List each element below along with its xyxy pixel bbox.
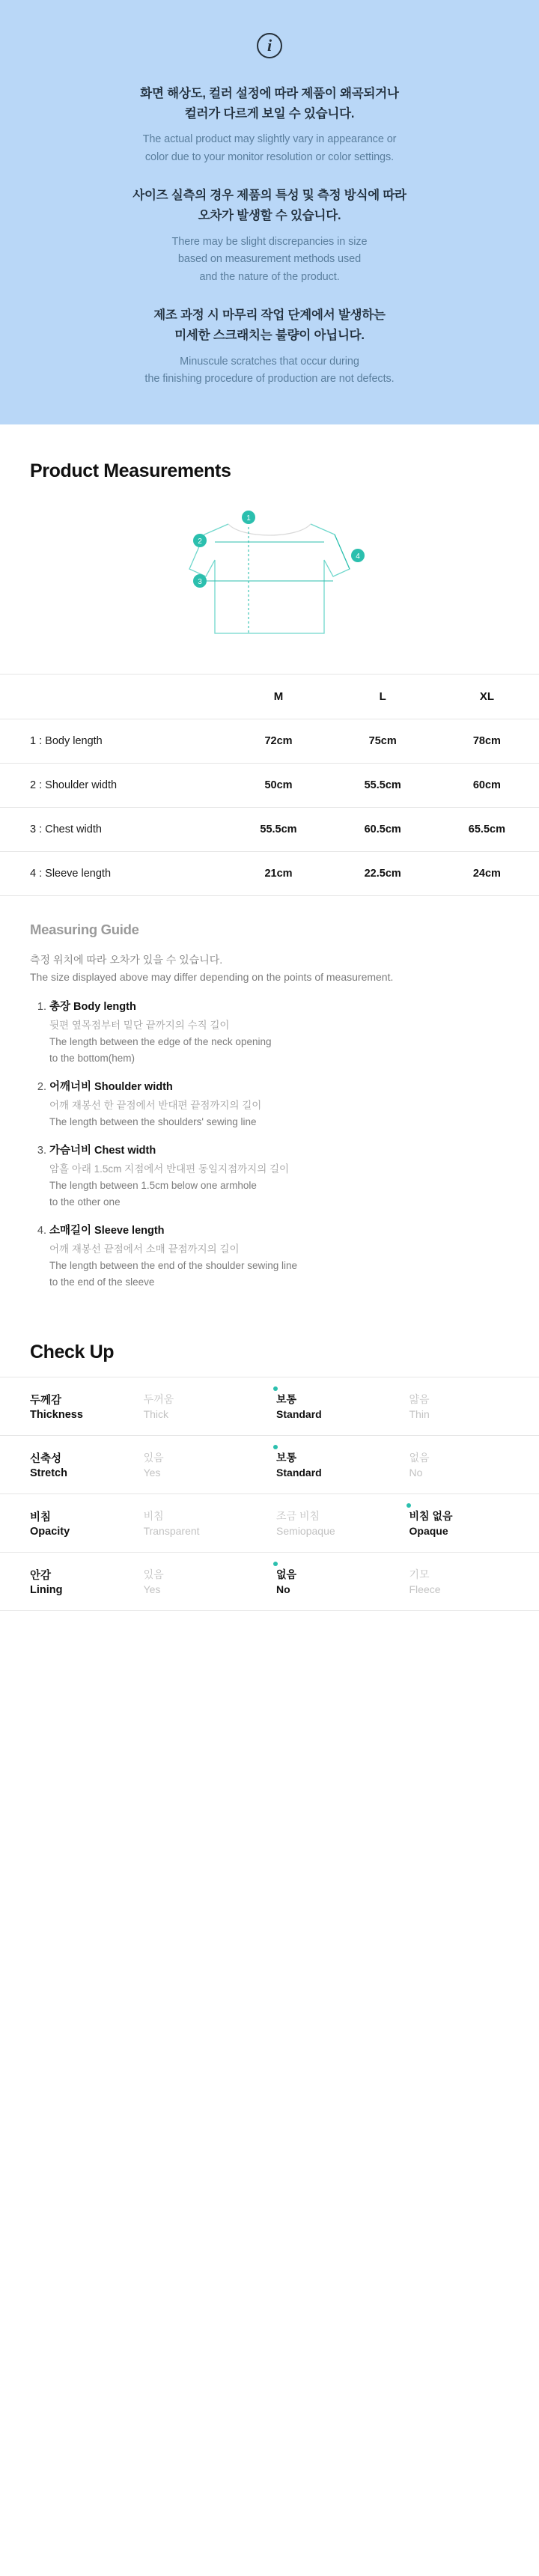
- measurement-value: 55.5cm: [331, 763, 435, 807]
- checkup-row: [0, 1436, 539, 1494]
- notice-banner: [0, 0, 539, 424]
- checkup-option-ko: 두꺼움: [143, 1393, 174, 1406]
- measurement-value: 60.5cm: [331, 807, 435, 851]
- measurements-table: [0, 674, 539, 896]
- measurement-value: 75cm: [331, 719, 435, 763]
- checkup-option-ko: 기모: [409, 1568, 430, 1581]
- notice-text-blocks: [30, 84, 509, 389]
- checkup-option-selected: [273, 1553, 406, 1611]
- measuring-guide-note: [30, 951, 509, 987]
- checkup-option-en: Transparent: [143, 1525, 200, 1538]
- checkup-option-en: Standard: [276, 1467, 322, 1479]
- page-title: Product Measurements: [30, 460, 231, 481]
- svg-text:3: 3: [198, 577, 202, 586]
- checkup-label-ko: 안감: [30, 1570, 52, 1583]
- measuring-guide-list: [30, 999, 509, 1291]
- checkup-option: [141, 1436, 273, 1494]
- measurements-section-header: [0, 424, 539, 490]
- guide-item-title: 소매길이 Sleeve length: [49, 1225, 165, 1237]
- checkup-option-selected: [406, 1494, 539, 1553]
- guide-item-desc-ko: 어깨 재봉선 끝점에서 소매 끝점까지의 길이: [49, 1243, 240, 1255]
- guide-item-desc-en: The length between the end of the shoulder sewing line to the end of the sleeve: [49, 1260, 297, 1288]
- checkup-option-en: Opaque: [409, 1525, 448, 1538]
- checkup-option-ko: 조금 비침: [276, 1510, 320, 1523]
- notice-text-ko: 사이즈 실측의 경우 제품의 특성 및 측정 방식에 따라 오차가 발생할 수 있습니다.: [133, 189, 406, 223]
- table-row: [0, 851, 539, 895]
- checkup-option: [141, 1377, 273, 1436]
- notice-text-en: Minuscule scratches that occur during the finishing procedure of production are not defects.: [144, 355, 395, 386]
- checkup-option-en: Standard: [276, 1408, 322, 1421]
- guide-item-desc-en: The length between 1.5cm below one armhole to the other one: [49, 1180, 257, 1208]
- checkup-label-en: Stretch: [30, 1467, 67, 1480]
- checkup-row-label: [0, 1553, 141, 1611]
- checkup-option-ko: 보통: [276, 1393, 297, 1406]
- measuring-guide-title: Measuring Guide: [30, 921, 139, 937]
- list-item: [49, 1079, 509, 1130]
- checkup-option-ko: 없음: [409, 1452, 430, 1464]
- checkup-label-ko: 신축성: [30, 1453, 62, 1466]
- checkup-option: [406, 1436, 539, 1494]
- diagram-marker-2: [193, 534, 207, 547]
- table-row: [0, 763, 539, 807]
- table-row: [0, 807, 539, 851]
- notice-block: [30, 84, 509, 166]
- checkup-option: [141, 1553, 273, 1611]
- selected-dot-icon: [273, 1386, 278, 1391]
- checkup-label-ko: 두께감: [30, 1395, 62, 1407]
- measurement-label: 2 : Shoulder width: [0, 763, 226, 807]
- checkup-option-ko: 없음: [276, 1568, 297, 1581]
- diagram-marker-3: [193, 574, 207, 588]
- guide-item-desc-en: The length between the shoulders' sewing line: [49, 1116, 257, 1128]
- measurement-label: 1 : Body length: [0, 719, 226, 763]
- checkup-option-ko: 보통: [276, 1452, 297, 1464]
- checkup-option-en: No: [409, 1467, 423, 1479]
- checkup-label-en: Lining: [30, 1584, 63, 1597]
- checkup-title: Check Up: [30, 1342, 115, 1363]
- list-item: [49, 1222, 509, 1291]
- measurement-value: 55.5cm: [226, 807, 330, 851]
- checkup-option-en: Yes: [143, 1467, 161, 1479]
- measurement-label: 3 : Chest width: [0, 807, 226, 851]
- checkup-option-ko: 있음: [143, 1452, 164, 1464]
- checkup-row: [0, 1494, 539, 1553]
- guide-item-desc-ko: 어깨 재봉선 한 끝점에서 반대편 끝점까지의 길이: [49, 1100, 262, 1112]
- checkup-row-label: [0, 1436, 141, 1494]
- checkup-label-en: Opacity: [30, 1526, 70, 1538]
- measurement-value: 50cm: [226, 763, 330, 807]
- checkup-option-ko: 있음: [143, 1568, 164, 1581]
- checkup-option: [406, 1553, 539, 1611]
- checkup-option-ko: 얇음: [409, 1393, 430, 1406]
- checkup-option-ko: 비침 없음: [409, 1510, 453, 1523]
- checkup-row-label: [0, 1494, 141, 1553]
- checkup-row: [0, 1377, 539, 1436]
- guide-item-desc-en: The length between the edge of the neck opening to the bottom(hem): [49, 1036, 272, 1064]
- notice-block: [30, 305, 509, 388]
- guide-item-title: 어깨너비 Shoulder width: [49, 1080, 173, 1093]
- list-item: [49, 1142, 509, 1211]
- tshirt-diagram: [0, 490, 539, 674]
- diagram-marker-1: [242, 511, 255, 524]
- notice-text-en: The actual product may slightly vary in appearance or color due to your monitor resolution or color settings.: [142, 133, 397, 163]
- tshirt-diagram-svg: [146, 497, 393, 654]
- measurement-value: 22.5cm: [331, 851, 435, 895]
- column-header-m: M: [226, 674, 330, 719]
- list-item: [49, 999, 509, 1067]
- table-header-row: [0, 674, 539, 719]
- table-row: [0, 719, 539, 763]
- column-header-xl: XL: [435, 674, 539, 719]
- checkup-option: [273, 1494, 406, 1553]
- notice-text-ko: 화면 해상도, 컬러 설정에 따라 제품이 왜곡되거나 컬러가 다르게 보일 수 있습니다.: [140, 87, 399, 121]
- checkup-table: [0, 1377, 539, 1611]
- info-icon: i: [257, 33, 282, 58]
- column-header-label: [0, 674, 226, 719]
- measuring-guide-note-ko: 측정 위치에 따라 오차가 있을 수 있습니다.: [30, 953, 223, 966]
- checkup-option-en: No: [276, 1583, 290, 1596]
- checkup-option-en: Thick: [143, 1408, 169, 1421]
- measurement-label: 4 : Sleeve length: [0, 851, 226, 895]
- checkup-option-en: Semiopaque: [276, 1525, 335, 1538]
- checkup-row-label: [0, 1377, 141, 1436]
- bottom-spacer: [0, 1611, 539, 1644]
- checkup-option-en: Fleece: [409, 1583, 441, 1596]
- svg-text:1: 1: [246, 514, 251, 523]
- guide-item-title: 총장 Body length: [49, 1000, 136, 1013]
- diagram-marker-4: [351, 549, 365, 562]
- measuring-guide-section: [0, 896, 539, 1291]
- checkup-option: [406, 1377, 539, 1436]
- checkup-option-en: Thin: [409, 1408, 430, 1421]
- checkup-row: [0, 1553, 539, 1611]
- selected-dot-icon: [273, 1445, 278, 1449]
- measuring-guide-note-en: The size displayed above may differ depending on the points of measurement.: [30, 971, 394, 984]
- selected-dot-icon: [273, 1562, 278, 1566]
- checkup-section-header: [0, 1303, 539, 1368]
- selected-dot-icon: [406, 1503, 411, 1508]
- notice-block: [30, 186, 509, 286]
- measurement-value: 72cm: [226, 719, 330, 763]
- notice-text-ko: 제조 과정 시 마무리 작업 단계에서 발생하는 미세한 스크래치는 불량이 아닙니다.: [153, 308, 386, 343]
- measurement-value: 78cm: [435, 719, 539, 763]
- checkup-option-selected: [273, 1377, 406, 1436]
- checkup-option-en: Yes: [143, 1583, 161, 1596]
- measurement-value: 24cm: [435, 851, 539, 895]
- notice-text-en: There may be slight discrepancies in size based on measurement methods used and the nature of the product.: [171, 235, 368, 283]
- guide-item-title: 가슴너비 Chest width: [49, 1144, 156, 1157]
- checkup-option-selected: [273, 1436, 406, 1494]
- checkup-option: [141, 1494, 273, 1553]
- measurement-value: 60cm: [435, 763, 539, 807]
- checkup-label-ko: 비침: [30, 1511, 52, 1524]
- checkup-label-en: Thickness: [30, 1409, 83, 1422]
- guide-item-desc-ko: 암홀 아래 1.5cm 지점에서 반대편 동일지점까지의 길이: [49, 1163, 290, 1175]
- column-header-l: L: [331, 674, 435, 719]
- measurement-value: 21cm: [226, 851, 330, 895]
- checkup-option-ko: 비침: [143, 1510, 164, 1523]
- svg-text:4: 4: [356, 552, 360, 561]
- measurement-value: 65.5cm: [435, 807, 539, 851]
- svg-text:2: 2: [198, 537, 202, 546]
- guide-item-desc-ko: 뒷편 옆목점부터 밑단 끝까지의 수직 길이: [49, 1020, 230, 1032]
